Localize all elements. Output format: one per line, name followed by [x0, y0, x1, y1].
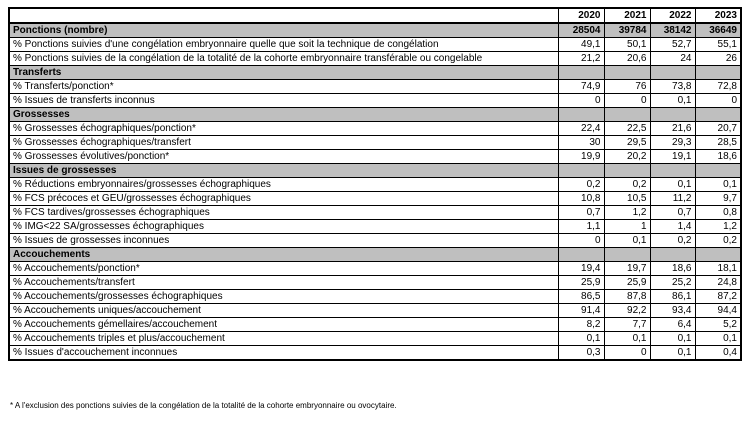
row-label: % Accouchements uniques/accouchement	[9, 304, 558, 318]
value-cell: 0,1	[558, 332, 604, 346]
value-cell: 24	[650, 52, 695, 66]
table-row	[9, 318, 741, 332]
section-row	[9, 164, 741, 178]
section-row	[9, 108, 741, 122]
value-cell: 1,2	[695, 220, 741, 234]
stats-table	[8, 7, 742, 361]
value-cell: 76	[604, 80, 650, 94]
row-label: Grossesses	[9, 108, 558, 122]
value-cell: 49,1	[558, 38, 604, 52]
value-cell: 19,9	[558, 150, 604, 164]
row-label: Ponctions (nombre)	[9, 23, 558, 38]
table-row	[9, 94, 741, 108]
value-cell: 0,2	[558, 178, 604, 192]
value-cell: 0	[604, 346, 650, 361]
table-row	[9, 122, 741, 136]
table-row	[9, 234, 741, 248]
value-cell	[650, 66, 695, 80]
value-cell: 10,8	[558, 192, 604, 206]
value-cell: 0,2	[604, 178, 650, 192]
value-cell: 8,2	[558, 318, 604, 332]
table-row	[9, 52, 741, 66]
row-label: % Transferts/ponction*	[9, 80, 558, 94]
value-cell: 94,4	[695, 304, 741, 318]
value-cell	[558, 108, 604, 122]
table-header-row	[9, 8, 741, 23]
value-cell: 18,6	[695, 150, 741, 164]
section-row	[9, 248, 741, 262]
value-cell: 30	[558, 136, 604, 150]
row-label: % Accouchements triples et plus/accouchement	[9, 332, 558, 346]
value-cell: 86,5	[558, 290, 604, 304]
table-row	[9, 192, 741, 206]
value-cell: 87,2	[695, 290, 741, 304]
value-cell: 1	[604, 220, 650, 234]
value-cell: 0,1	[604, 234, 650, 248]
row-label: % Grossesses évolutives/ponction*	[9, 150, 558, 164]
table-row	[9, 136, 741, 150]
value-cell: 5,2	[695, 318, 741, 332]
value-cell: 0,1	[650, 332, 695, 346]
row-label: % Grossesses échographiques/transfert	[9, 136, 558, 150]
value-cell: 74,9	[558, 80, 604, 94]
value-cell	[650, 108, 695, 122]
value-cell: 1,1	[558, 220, 604, 234]
value-cell: 0,1	[695, 178, 741, 192]
row-label: Transferts	[9, 66, 558, 80]
value-cell: 0,7	[558, 206, 604, 220]
value-cell	[650, 164, 695, 178]
year-header: 2022	[650, 8, 695, 23]
value-cell: 0	[695, 94, 741, 108]
row-label: % Accouchements gémellaires/accouchement	[9, 318, 558, 332]
value-cell: 52,7	[650, 38, 695, 52]
value-cell: 0,1	[604, 332, 650, 346]
value-cell: 25,2	[650, 276, 695, 290]
value-cell: 91,4	[558, 304, 604, 318]
row-label: Accouchements	[9, 248, 558, 262]
value-cell: 20,7	[695, 122, 741, 136]
table-row	[9, 206, 741, 220]
value-cell	[695, 164, 741, 178]
year-header: 2020	[558, 8, 604, 23]
value-cell: 22,4	[558, 122, 604, 136]
value-cell: 50,1	[604, 38, 650, 52]
row-label: % Grossesses échographiques/ponction*	[9, 122, 558, 136]
stats-table-container	[8, 7, 742, 361]
value-cell: 93,4	[650, 304, 695, 318]
value-cell: 19,4	[558, 262, 604, 276]
value-cell: 0,4	[695, 346, 741, 361]
value-cell: 6,4	[650, 318, 695, 332]
value-cell: 25,9	[558, 276, 604, 290]
value-cell: 38142	[650, 23, 695, 38]
table-body	[9, 23, 741, 360]
row-label: % FCS tardives/grossesses échographiques	[9, 206, 558, 220]
value-cell: 36649	[695, 23, 741, 38]
value-cell: 29,5	[604, 136, 650, 150]
value-cell: 29,3	[650, 136, 695, 150]
row-label: % Accouchements/grossesses échographiques	[9, 290, 558, 304]
value-cell: 1,4	[650, 220, 695, 234]
table-row	[9, 276, 741, 290]
value-cell: 86,1	[650, 290, 695, 304]
table-row	[9, 262, 741, 276]
value-cell	[604, 66, 650, 80]
value-cell: 19,1	[650, 150, 695, 164]
section-row	[9, 66, 741, 80]
row-label: % Issues de grossesses inconnues	[9, 234, 558, 248]
table-corner-cell	[9, 8, 558, 23]
value-cell: 0	[558, 94, 604, 108]
value-cell: 18,6	[650, 262, 695, 276]
table-row	[9, 332, 741, 346]
value-cell: 11,2	[650, 192, 695, 206]
value-cell: 0,8	[695, 206, 741, 220]
table-row	[9, 178, 741, 192]
value-cell	[558, 66, 604, 80]
value-cell: 19,7	[604, 262, 650, 276]
value-cell: 0,1	[650, 94, 695, 108]
row-label: % Ponctions suivies de la congélation de la totalité de la cohorte embryonnaire transférable ou congelable	[9, 52, 558, 66]
value-cell: 0	[558, 234, 604, 248]
year-header: 2023	[695, 8, 741, 23]
row-label: % Issues de transferts inconnus	[9, 94, 558, 108]
value-cell: 92,2	[604, 304, 650, 318]
value-cell: 7,7	[604, 318, 650, 332]
value-cell: 21,2	[558, 52, 604, 66]
value-cell: 0,1	[695, 332, 741, 346]
value-cell: 28504	[558, 23, 604, 38]
value-cell: 0	[604, 94, 650, 108]
footnote-text: * A l'exclusion des ponctions suivies de la congélation de la totalité de la cohorte embryonnaire ou ovocytaire.	[10, 401, 397, 410]
value-cell: 28,5	[695, 136, 741, 150]
table-row	[9, 220, 741, 234]
row-label: % Accouchements/transfert	[9, 276, 558, 290]
value-cell: 24,8	[695, 276, 741, 290]
value-cell: 18,1	[695, 262, 741, 276]
table-row	[9, 80, 741, 94]
value-cell: 55,1	[695, 38, 741, 52]
value-cell: 0,2	[695, 234, 741, 248]
value-cell: 20,2	[604, 150, 650, 164]
value-cell: 0,1	[650, 346, 695, 361]
table-row	[9, 346, 741, 361]
row-label: Issues de grossesses	[9, 164, 558, 178]
value-cell: 20,6	[604, 52, 650, 66]
value-cell: 26	[695, 52, 741, 66]
row-label: % Issues d'accouchement inconnues	[9, 346, 558, 361]
value-cell: 72,8	[695, 80, 741, 94]
value-cell	[604, 248, 650, 262]
value-cell: 10,5	[604, 192, 650, 206]
value-cell	[695, 248, 741, 262]
table-row	[9, 150, 741, 164]
value-cell: 21,6	[650, 122, 695, 136]
row-label: % Réductions embryonnaires/grossesses échographiques	[9, 178, 558, 192]
table-row	[9, 290, 741, 304]
value-cell	[604, 108, 650, 122]
value-cell: 9,7	[695, 192, 741, 206]
value-cell	[695, 66, 741, 80]
value-cell: 1,2	[604, 206, 650, 220]
value-cell	[558, 248, 604, 262]
section-row	[9, 23, 741, 38]
value-cell: 0,7	[650, 206, 695, 220]
value-cell: 25,9	[604, 276, 650, 290]
table-row	[9, 38, 741, 52]
row-label: % Accouchements/ponction*	[9, 262, 558, 276]
value-cell	[558, 164, 604, 178]
value-cell: 73,8	[650, 80, 695, 94]
value-cell	[604, 164, 650, 178]
row-label: % Ponctions suivies d'une congélation embryonnaire quelle que soit la technique de congélation	[9, 38, 558, 52]
year-header: 2021	[604, 8, 650, 23]
value-cell: 39784	[604, 23, 650, 38]
row-label: % IMG<22 SA/grossesses échographiques	[9, 220, 558, 234]
value-cell	[695, 108, 741, 122]
table-row	[9, 304, 741, 318]
row-label: % FCS précoces et GEU/grossesses échographiques	[9, 192, 558, 206]
value-cell: 0,1	[650, 178, 695, 192]
value-cell: 0,3	[558, 346, 604, 361]
value-cell: 87,8	[604, 290, 650, 304]
value-cell	[650, 248, 695, 262]
value-cell: 22,5	[604, 122, 650, 136]
value-cell: 0,2	[650, 234, 695, 248]
